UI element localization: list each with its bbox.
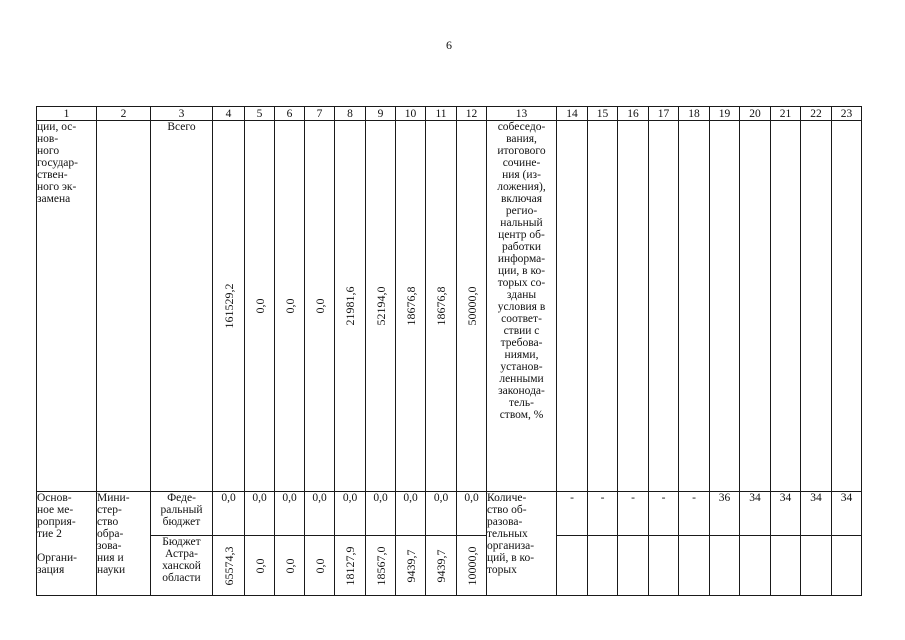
amount-cell [305, 121, 335, 492]
funding-source-cell [151, 492, 213, 536]
column-number: 2 [97, 107, 151, 121]
amount-cell-value: 0,0 [312, 298, 327, 314]
column-number: 18 [679, 107, 710, 121]
indicator-value-cell [771, 121, 801, 492]
indicator-value-cell [679, 121, 710, 492]
funding-source-cell-line: Бюджет [162, 536, 201, 548]
amount-cell-value: 0,0 [252, 558, 267, 573]
indicator-value-cell [832, 536, 862, 596]
indicator-value-cell [649, 536, 679, 596]
indicator-cell-line: ния (из- [502, 169, 541, 181]
indicator-cell-line: соответ- [501, 313, 542, 325]
indicator-cell-line: организа- [487, 540, 535, 552]
indicator-cell-line: собеседо- [497, 121, 546, 133]
indicator-value-cell: - [618, 492, 649, 536]
amount-cell [213, 536, 245, 596]
indicator-value-cell [679, 536, 710, 596]
amount-cell [275, 536, 305, 596]
indicator-value-cell [801, 121, 832, 492]
indicator-value-cell [557, 121, 588, 492]
amount-cell [366, 121, 396, 492]
indicator-cell-line: ством, % [499, 409, 544, 421]
event-name-cell-line: тие 2 [37, 528, 62, 540]
indicator-cell-line: тель- [509, 397, 534, 409]
indicator-cell-line: условия в [497, 301, 546, 313]
indicator-value-cell: - [557, 492, 588, 536]
column-number: 6 [275, 107, 305, 121]
indicator-value-cell [710, 536, 740, 596]
event-name-cell [37, 492, 97, 596]
indicator-value-cell: 36 [710, 492, 740, 536]
amount-cell [396, 121, 426, 492]
event-name-cell-line: ное ме- [37, 504, 74, 516]
amount-cell: 0,0 [305, 492, 335, 536]
indicator-cell-line: Количе- [487, 492, 527, 504]
indicator-cell-line: торых со- [497, 277, 546, 289]
page-number: 6 [446, 38, 452, 52]
regional-budget-row [37, 536, 862, 596]
executor-cell [97, 121, 151, 492]
indicator-value-cell: - [588, 492, 618, 536]
column-number: 23 [832, 107, 862, 121]
indicator-value-cell: - [649, 492, 679, 536]
budget-table [36, 106, 862, 596]
indicator-cell-line: разова- [487, 516, 523, 528]
indicator-cell-line: вания, [506, 133, 537, 145]
indicator-cell-line: установ- [500, 361, 543, 373]
amount-cell [457, 536, 487, 596]
funding-source-cell-line: Астра- [165, 548, 198, 560]
amount-cell [245, 121, 275, 492]
amount-cell [305, 536, 335, 596]
amount-cell: 0,0 [335, 492, 366, 536]
amount-cell: 0,0 [457, 492, 487, 536]
column-number: 14 [557, 107, 588, 121]
amount-cell [335, 536, 366, 596]
amount-cell [396, 536, 426, 596]
indicator-value-cell: 34 [740, 492, 771, 536]
indicator-cell [487, 121, 557, 492]
amount-cell [335, 121, 366, 492]
amount-cell-value: 0,0 [252, 298, 267, 314]
indicator-value-cell [771, 536, 801, 596]
indicator-cell-line: ции, в ко- [497, 265, 546, 277]
indicator-cell-line: информа- [497, 253, 546, 265]
indicator-cell-line: центр об- [498, 229, 545, 241]
event-name-cell-line: Основ- [37, 492, 72, 504]
column-number: 11 [426, 107, 457, 121]
event-name-cell-line: ного [37, 145, 60, 157]
exam-row [37, 121, 862, 492]
indicator-value-cell: 34 [771, 492, 801, 536]
event-name-cell-line: ствен- [37, 169, 68, 181]
indicator-value-cell [618, 536, 649, 596]
amount-cell-value: 50000,0 [464, 286, 479, 326]
indicator-cell-line: сочине- [502, 157, 541, 169]
indicator-cell-line: нальный [500, 217, 543, 229]
column-number: 20 [740, 107, 771, 121]
executor-cell-line: обра- [97, 528, 124, 540]
funding-source-cell-line: ханской [162, 560, 201, 572]
executor-cell-line: Мини- [97, 492, 130, 504]
amount-cell [426, 536, 457, 596]
indicator-cell-line: включая [500, 193, 543, 205]
amount-cell [457, 121, 487, 492]
indicator-cell-line: ций, в ко- [487, 552, 535, 564]
executor-cell-line: стер- [97, 504, 122, 516]
event-name-cell-line: нов- [37, 133, 59, 145]
column-number: 8 [335, 107, 366, 121]
funding-source-cell-line: области [162, 572, 201, 584]
amount-cell-value: 52194,0 [373, 286, 388, 326]
amount-cell-value: 18676,8 [434, 286, 448, 326]
column-number: 16 [618, 107, 649, 121]
column-number: 13 [487, 107, 557, 121]
event-name-cell-line: роприя- [37, 516, 76, 528]
amount-cell-value: 65574,3 [221, 546, 236, 585]
column-number: 21 [771, 107, 801, 121]
federal-budget-row [37, 492, 862, 536]
column-number: 22 [801, 107, 832, 121]
indicator-cell-line: торых [487, 564, 517, 576]
indicator-cell [487, 492, 557, 596]
amount-cell: 0,0 [275, 492, 305, 536]
event-name-cell-line: ного эк- [37, 181, 77, 193]
amount-cell-value: 0,0 [312, 558, 327, 573]
amount-cell-value: 9439,7 [434, 549, 448, 582]
event-name-cell-line: государ- [37, 157, 78, 169]
indicator-cell-line: ниями, [504, 349, 539, 361]
executor-cell-line: зова- [97, 540, 122, 552]
indicator-value-cell: - [679, 492, 710, 536]
amount-cell [245, 536, 275, 596]
amount-cell-value: 18127,9 [343, 546, 357, 585]
column-number: 12 [457, 107, 487, 121]
column-number: 19 [710, 107, 740, 121]
column-number: 15 [588, 107, 618, 121]
amount-cell-value: 0,0 [282, 298, 297, 314]
indicator-cell-line: законода- [498, 385, 545, 397]
funding-source-cell-line: бюджет [162, 516, 201, 528]
indicator-cell-line: требова- [500, 337, 543, 349]
column-number-row [37, 107, 862, 121]
column-number: 4 [213, 107, 245, 121]
executor-cell-line: ния и [97, 552, 124, 564]
event-name-cell [37, 121, 97, 492]
event-name-cell-line: зация [37, 564, 65, 576]
event-name-cell-line: ции, ос- [37, 121, 77, 133]
amount-cell: 0,0 [396, 492, 426, 536]
executor-cell [97, 492, 151, 596]
amount-cell [275, 121, 305, 492]
indicator-value-cell [740, 536, 771, 596]
indicator-cell-line: ствии с [503, 325, 540, 337]
indicator-value-cell [832, 121, 862, 492]
indicator-value-cell [710, 121, 740, 492]
amount-cell: 0,0 [366, 492, 396, 536]
indicator-cell-line: зданы [506, 289, 537, 301]
amount-cell [366, 536, 396, 596]
funding-source-cell [151, 536, 213, 596]
column-number: 10 [396, 107, 426, 121]
amount-cell [426, 121, 457, 492]
indicator-value-cell [557, 536, 588, 596]
amount-cell-value: 9439,7 [403, 549, 418, 582]
column-number: 7 [305, 107, 335, 121]
amount-cell-value: 10000,0 [464, 546, 479, 585]
amount-cell-value: 18676,8 [403, 286, 418, 326]
indicator-value-cell: 34 [801, 492, 832, 536]
event-name-cell-line: замена [37, 193, 71, 205]
funding-source-cell-line: Феде- [167, 492, 196, 504]
column-number: 9 [366, 107, 396, 121]
amount-cell: 0,0 [213, 492, 245, 536]
event-name-cell-line [37, 540, 96, 552]
column-number: 1 [37, 107, 97, 121]
indicator-cell-line: работки [501, 241, 542, 253]
amount-cell-value: 18567,0 [373, 546, 388, 585]
indicator-value-cell [801, 536, 832, 596]
amount-cell-value: 21981,6 [343, 286, 357, 326]
amount-cell [213, 121, 245, 492]
indicator-cell-line: ство об- [487, 504, 527, 516]
amount-cell-value: 161529,2 [221, 283, 236, 329]
indicator-cell-line: ленными [499, 373, 544, 385]
indicator-cell-line: ложения), [497, 181, 546, 193]
amount-cell: 0,0 [245, 492, 275, 536]
indicator-value-cell [740, 121, 771, 492]
indicator-value-cell [649, 121, 679, 492]
indicator-value-cell [588, 536, 618, 596]
amount-cell: 0,0 [426, 492, 457, 536]
funding-source-cell-line: ральный [160, 504, 203, 516]
indicator-cell-line: регио- [505, 205, 538, 217]
indicator-cell-line: итогового [497, 145, 546, 157]
event-name-cell-line: Органи- [37, 552, 78, 564]
indicator-value-cell [618, 121, 649, 492]
source-total-cell: Всего [151, 121, 213, 492]
executor-cell-line: науки [97, 564, 126, 576]
column-number: 5 [245, 107, 275, 121]
indicator-cell-line: тельных [487, 528, 528, 540]
column-number: 3 [151, 107, 213, 121]
indicator-value-cell: 34 [832, 492, 862, 536]
indicator-value-cell [588, 121, 618, 492]
executor-cell-line: ство [97, 516, 119, 528]
amount-cell-value: 0,0 [282, 558, 297, 573]
column-number: 17 [649, 107, 679, 121]
